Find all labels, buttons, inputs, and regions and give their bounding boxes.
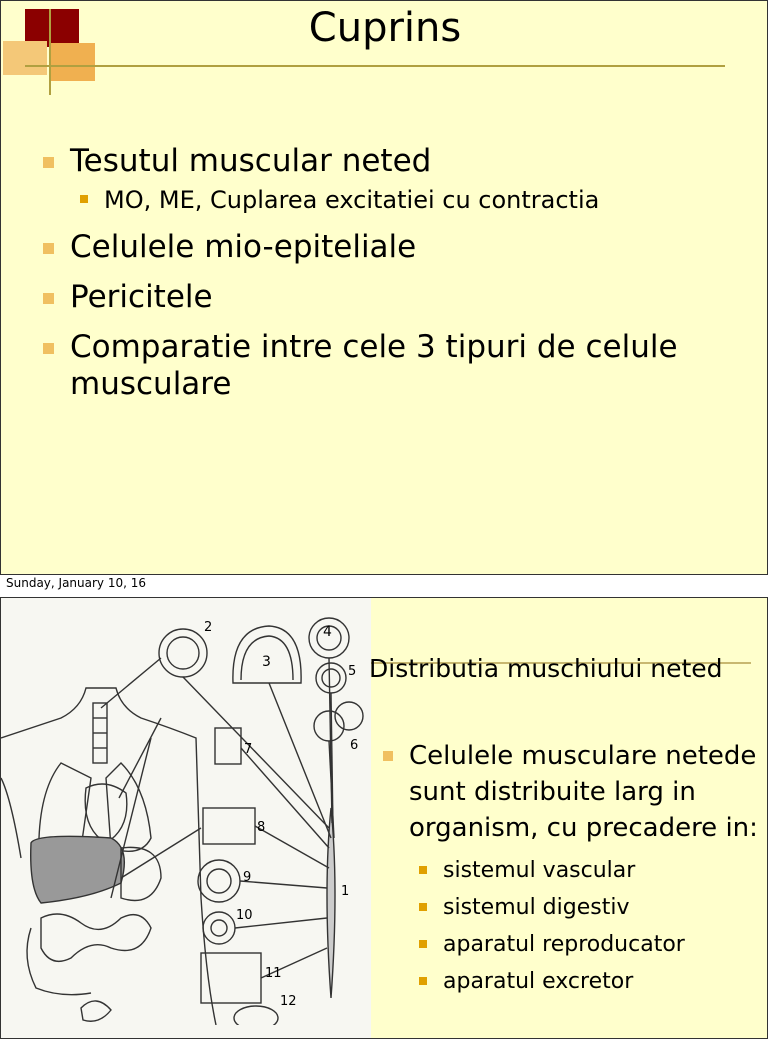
figure-label: 9 [243, 870, 252, 885]
sub-bullet-item: aparatul excretor [419, 963, 763, 1000]
figure-label: 7 [244, 742, 253, 757]
bullet-item: Pericitele [43, 279, 743, 316]
slide-title: Distributia muschiului neted [369, 654, 723, 683]
slide-distributia [0, 597, 768, 1039]
bullet-item: Celulele musculare netede sunt distribuite larg in organism, cu precadere in: [383, 738, 763, 846]
sub-bullet-item: MO, ME, Cuplarea excitatiei cu contractia [80, 185, 743, 215]
title-underline [25, 65, 725, 67]
figure-label: 10 [236, 908, 253, 923]
figure-label: 8 [257, 820, 266, 835]
bullet-item: Celulele mio-epiteliale [43, 229, 743, 266]
figure-label: 11 [265, 966, 282, 981]
slide-title: Cuprins [308, 5, 462, 51]
figure-label: 4 [323, 624, 332, 640]
figure-label: 2 [204, 620, 213, 635]
slide-date: Sunday, January 10, 16 [6, 576, 147, 590]
sub-bullet-item: aparatul reproducator [419, 926, 763, 963]
sub-bullet-item: sistemul vascular [419, 852, 763, 889]
anatomy-illustration [1, 598, 371, 1025]
figure-label: 5 [348, 664, 357, 679]
figure-label: 1 [341, 884, 350, 899]
figure-label: 6 [350, 738, 359, 753]
figure-label: 12 [280, 994, 297, 1009]
figure-label: 3 [262, 654, 271, 670]
bullet-item: Comparatie intre cele 3 tipuri de celule musculare [43, 329, 743, 403]
bullet-list [43, 143, 743, 416]
bullet-item: Tesutul muscular neted [43, 143, 743, 180]
bullet-list [383, 738, 763, 1000]
anatomy-figure [1, 598, 371, 1038]
sub-bullet-item: sistemul digestiv [419, 889, 763, 926]
